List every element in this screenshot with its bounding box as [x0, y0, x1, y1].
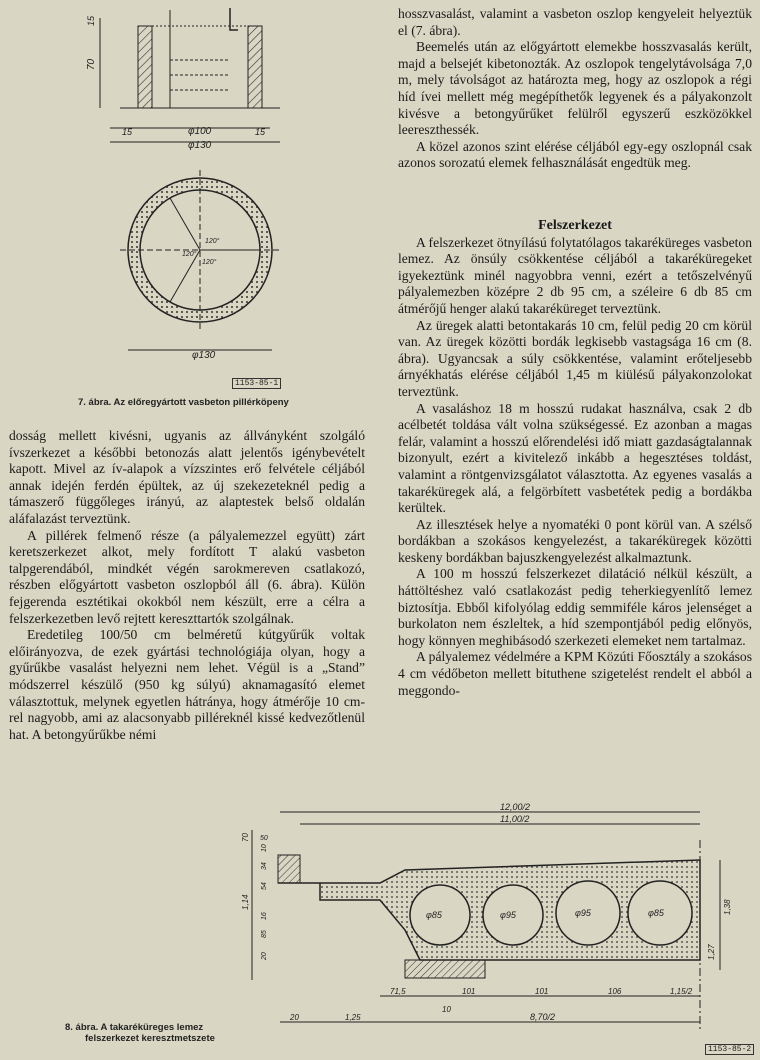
dim-870-2: 8,70/2 — [530, 1012, 556, 1022]
dim-10: 10 — [442, 1005, 451, 1014]
paragraph: A pillérek felmenő része (a pályalemezzel együtt) zárt keretszerkezet alkot, mely fordított T alakú vasbeton talpgerendából, mindkét végén sarokmereven csatlakozó, részben előgyártott vasbeton oszlopból áll (6. ábra). Külön fejgerenda esztétikai okokból nem készült, erre a célra a felszerkezetben levő rejtett kereszttartók szolgálnak. — [9, 527, 365, 626]
figure-8-caption — [65, 1022, 215, 1044]
left-column-bottom — [9, 428, 365, 743]
paragraph: Az illesztések helye a nyomatéki 0 pont körül van. A szélső bordákban a szokásos kengyelezést, a takaréküregek közötti keskeny bordákban bajuszkengyelezést alkalmaztunk. — [398, 516, 752, 565]
dim-h34: 34 — [261, 862, 268, 870]
dim-125: 1,25 — [345, 1013, 361, 1022]
dim-phi100: φ100 — [188, 126, 212, 137]
angle-c: 120° — [202, 259, 217, 266]
dim-h16: 16 — [261, 912, 268, 920]
dim-left-15: 15 — [122, 127, 133, 137]
dim-715: 71,5 — [390, 987, 406, 996]
right-dimensions — [707, 860, 732, 970]
left-dimensions — [241, 830, 268, 980]
dim-20: 20 — [290, 1013, 299, 1022]
dim-1200-2: 12,00/2 — [500, 802, 531, 812]
pillar-shell-plan — [120, 170, 280, 361]
figure-8-stamp: 1153-85-2 — [705, 1044, 754, 1055]
dim-right-15: 15 — [255, 127, 266, 137]
paragraph: dosság mellett kivésni, ugyanis az állványként szolgáló ívszerkezet a későbbi betonozás alatt jelentős igénybevételt kapott. Mivel az ív-alapok a vízszintes erő felvétele céljából annak idején ferdén épültek, az új szekezeteknél pedig a támaszerő függőleges irányú, az alaptestek belső oldalán aláfalazást terveztünk. — [9, 428, 365, 526]
paragraph: Az üregek alatti betontakarás 10 cm, felül pedig 20 cm körül van. Az üregek közötti bordák legkisebb vastagsága 16 cm (8. ábra). Ugyancsak a súly csökkentése, valamint erőteljesebb árnyékhatás elérése céljából 1,45 m kiülésű pályakonzolokat terveztünk. — [398, 317, 752, 399]
angle-a: 120° — [205, 238, 220, 245]
figure-7-stamp: 1153-85-1 — [232, 378, 281, 389]
dim-h85: 85 — [261, 930, 268, 938]
dim-h20: 20 — [261, 952, 268, 960]
dim-h138: 1,38 — [723, 899, 732, 915]
dim-115-2: 1,15/2 — [670, 987, 693, 996]
pillar-shell-elevation — [120, 8, 280, 108]
dim-1100-2: 11,00/2 — [500, 814, 530, 824]
figure-7-caption: 7. ábra. Az előregyártott vasbeton pillérköpeny — [78, 397, 289, 408]
paragraph: A 100 m hosszú felszerkezet dilatáció nélkül készült, a háttöltéshez való csatlakozást pedig teherkiegyenlítő lemez biztosítja. Ebből kifolyólag eddig semmiféle káros jelenséget a burkolaton nem észleltek, a híd szempontjából pedig előnyös, hogy könnyen meghibásodó szerkezeti elemeket nem tartalmaz. — [398, 566, 752, 648]
dim-top-15: 15 — [86, 15, 96, 26]
angle-b: 120° — [182, 251, 197, 258]
figure-7-drawing — [80, 0, 380, 385]
figure-8-caption-line2: felszerkezet keresztmetszete — [85, 1033, 215, 1044]
paragraph: Beemelés után az előgyártott elemekbe hosszvasalás került, majd a belsejét kibetonozták. Az oszlopok tengelytávolsága 7,0 m, mely távolságot az határozta meg, hogy az oszlopok a régi híd ívei mellett még megépíthetők legyenek és a pályakonzolt kivésve a betongyűrűket felülről egyszerű eszközökkel leereszthessék. — [398, 39, 752, 138]
dim-h70: 70 — [241, 833, 250, 842]
section-heading: Felszerkezet — [538, 218, 612, 233]
dim-106: 106 — [608, 987, 622, 996]
slab-cross-section — [278, 840, 700, 1030]
figure-8-caption-line1: 8. ábra. A takaréküreges lemez — [65, 1022, 204, 1033]
dim-101b: 101 — [535, 987, 549, 996]
right-column-mid — [398, 218, 752, 699]
dim-101a: 101 — [462, 987, 476, 996]
paragraph: A közel azonos szint elérése céljából egy-egy oszlopnál csak azonos sorozatú elemek felhasználását engedtük meg. — [398, 138, 752, 171]
dim-phi130-top: φ130 — [188, 140, 212, 151]
void-diameter: φ85 — [426, 910, 442, 920]
bottom-dimensions — [280, 987, 700, 1022]
dim-h10: 10 — [261, 844, 268, 852]
dim-height-70: 70 — [86, 58, 97, 70]
paragraph: hosszvasalást, valamint a vasbeton oszlop kengyeleit helyeztük el (7. ábra). — [398, 6, 752, 38]
right-column-top — [398, 6, 752, 172]
void-diameter: φ85 — [648, 908, 664, 918]
dim-h114: 1,14 — [241, 894, 250, 910]
top-dimensions — [280, 802, 700, 824]
void-diameter: φ95 — [500, 910, 516, 920]
dim-h127: 1,27 — [707, 944, 716, 960]
figure-8-drawing — [230, 800, 755, 1050]
paragraph: A pályalemez védelmére a KPM Közúti Főosztály a szokásos 4 cm védőbeton mellett bituthene szigetelést rendelt el abból a meggondo- — [398, 649, 752, 698]
void-diameter: φ95 — [575, 908, 591, 918]
paragraph: A vasaláshoz 18 m hosszú rudakat használva, csak 2 db acélbetét toldása vált volna szükségessé. Ez azonban a magas felár, valamint a hosszú előrendelési idő miatt gazdaságtalannak bizonyult, ezért a kivitelező inkább a hegesztéses toldást, valamint a röntgenvizsgálatot választotta. Az egyenes vasalás a takaréküregek alá, a felgörbített vasbetétek pedig a bordákba kerültek. — [398, 400, 752, 516]
paragraph: A felszerkezet ötnyílású folytatólagos takaréküreges vasbeton lemez. Az önsúly csökkentése céljából a takaréküregeket igyekeztünk minél nagyobbra venni, ezért a tetőszelvényű pályalemezben középre 2 db 95 cm, a széleire 6 db 85 cm átmérőjű henger alakú takaréküreget terveztünk. — [398, 234, 752, 316]
paragraph: Eredetileg 100/50 cm belméretű kútgyűrűk voltak előirányozva, de ezek gyártási technológiája olyan, hogy a gyűrűkbe vasalást helyezni nem lehet. Végül is a „Stand” módszerrel készülő (950 kg súlyú) aknamagasító elemet választottuk, melynek egyetlen hátránya, hogy átmérője 10 cm-rel nagyobb, ami az alacsonyabb pilléreknél kissé kedvezőtlenül hat. A betongyűrűkbe némi — [9, 627, 365, 742]
dim-h54: 54 — [261, 882, 268, 890]
dim-phi130-bottom: φ130 — [192, 350, 216, 361]
dim-h50: 50 — [260, 835, 268, 842]
